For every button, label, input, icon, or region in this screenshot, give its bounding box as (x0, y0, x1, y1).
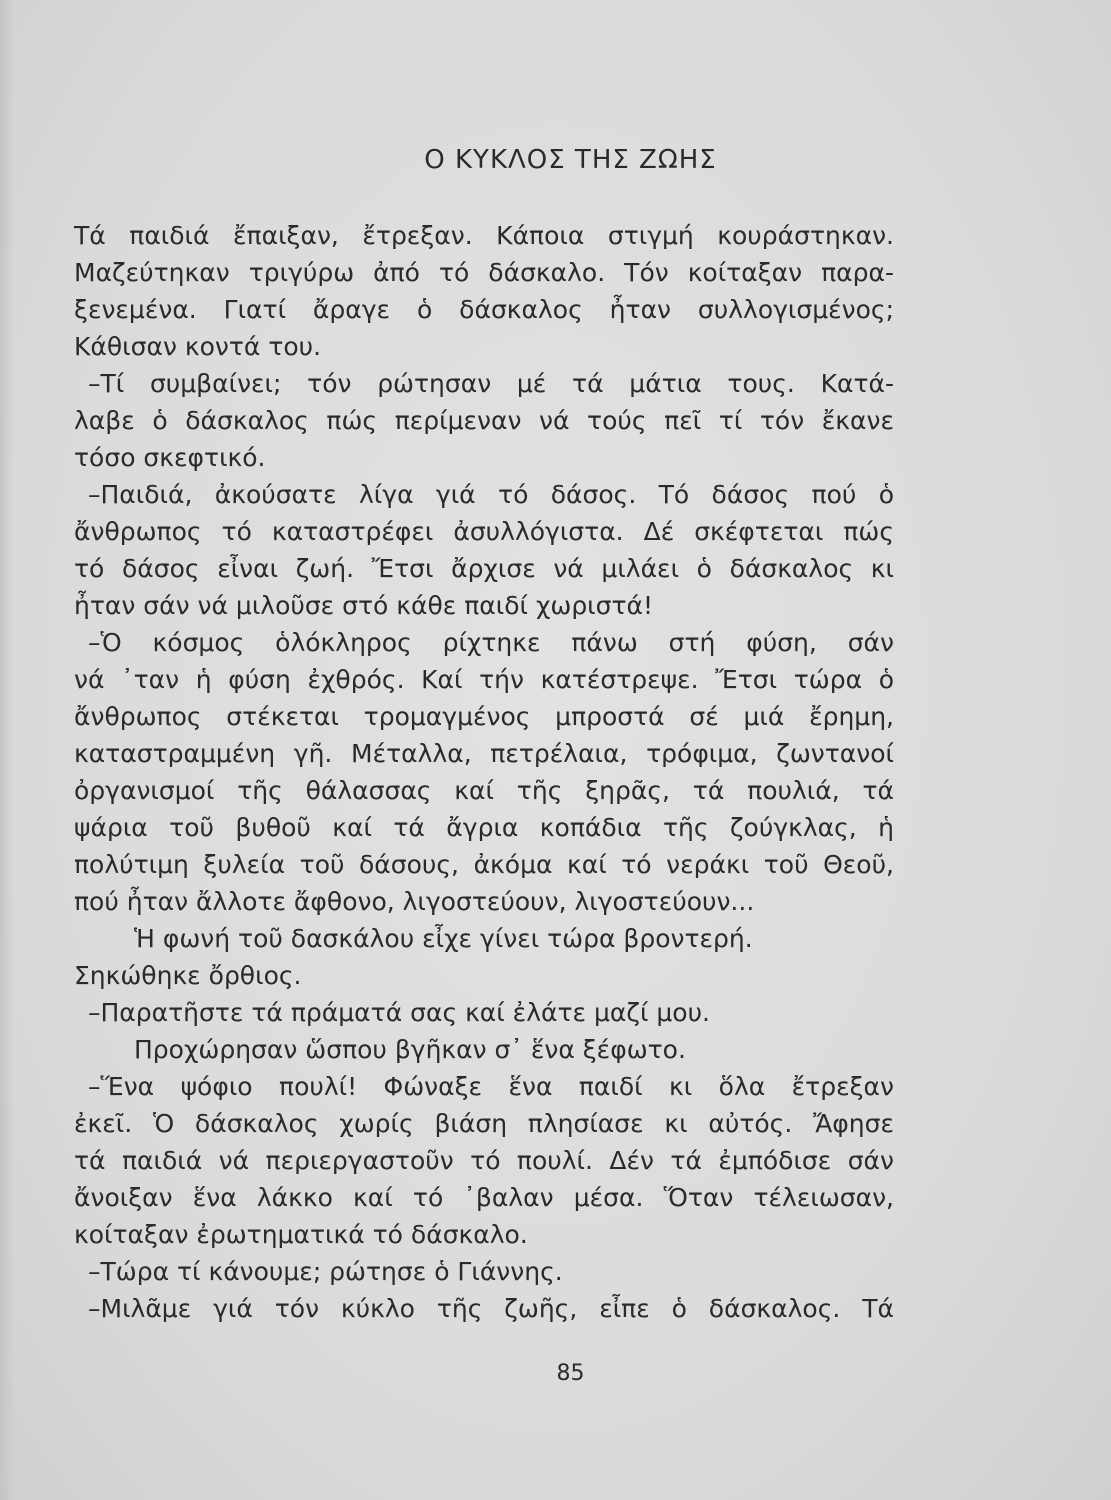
text-line: λαβε ὁ δάσκαλος πώς περίμεναν νά τούς πεῖ τί τόν ἔκανε (74, 406, 894, 435)
text-line: πού ἦταν ἄλλοτε ἄφθονο, λιγοστεύουν, λιγοστεύουν... (74, 887, 755, 916)
text-line: ἄνθρωπος τό καταστρέφει ἀσυλλόγιστα. Δέ σκέφτεται πώς (74, 517, 894, 546)
text-line: –Ὁ κόσμος ὁλόκληρος ρίχτηκε πάνω στή φύση, σάν (88, 628, 894, 657)
text-line: ὀργανισμοί τῆς θάλασσας καί τῆς ξηρᾶς, τά πουλιά, τά (74, 776, 894, 805)
text-line: πολύτιμη ξυλεία τοῦ δάσους, ἀκόμα καί τό νεράκι τοῦ Θεοῦ, (74, 850, 894, 879)
text-line: Προχώρησαν ὥσπου βγῆκαν σ᾽ ἕνα ξέφωτο. (134, 1035, 686, 1064)
text-line: ἦταν σάν νά μιλοῦσε στό κάθε παιδί χωριστά! (74, 591, 654, 620)
text-line: –Παρατῆστε τά πράματά σας καί ἐλάτε μαζί μου. (88, 998, 710, 1027)
text-line: –Ἕνα ψόφιο πουλί! Φώναξε ἕνα παιδί κι ὅλα ἔτρεξαν (88, 1072, 894, 1101)
text-line: καταστραμμένη γῆ. Μέταλλα, πετρέλαια, τρόφιμα, ζωντανοί (74, 739, 894, 768)
text-line: Ἡ φωνή τοῦ δασκάλου εἶχε γίνει τώρα βροντερή. (134, 924, 753, 953)
text-line: ψάρια τοῦ βυθοῦ καί τά ἄγρια κοπάδια τῆς ζούγκλας, ἡ (74, 813, 894, 842)
text-line: τό δάσος εἶναι ζωή. Ἔτσι ἄρχισε νά μιλάει ὁ δάσκαλος κι (74, 554, 894, 583)
text-line: Μαζεύτηκαν τριγύρω ἀπό τό δάσκαλο. Τόν κοίταξαν παρα- (74, 258, 894, 287)
text-line: Κάθισαν κοντά του. (74, 332, 322, 361)
text-line: ξενεμένα. Γιατί ἄραγε ὁ δάσκαλος ἦταν συλλογισμένος; (74, 295, 894, 324)
text-line: Τά παιδιά ἔπαιξαν, ἔτρεξαν. Κάποια στιγμή κουράστηκαν. (74, 221, 894, 250)
text-line: τόσο σκεφτικό. (74, 443, 266, 472)
page-number: 85 (556, 1361, 585, 1386)
text-line: –Παιδιά, ἀκούσατε λίγα γιά τό δάσος. Τό δάσος πού ὁ (88, 480, 894, 509)
text-line: νά ᾽ταν ἡ φύση ἐχθρός. Καί τήν κατέστρεψε. Ἔτσι τώρα ὁ (74, 665, 894, 694)
text-line: ἄνοιξαν ἕνα λάκκο καί τό ᾽βαλαν μέσα. Ὅταν τέλειωσαν, (74, 1183, 894, 1212)
text-line: –Μιλᾶμε γιά τόν κύκλο τῆς ζωῆς, εἶπε ὁ δάσκαλος. Τά (88, 1294, 894, 1323)
text-line: –Τώρα τί κάνουμε; ρώτησε ὁ Γιάννης. (88, 1257, 563, 1286)
body-text (74, 217, 894, 1327)
text-line: ἐκεῖ. Ὁ δάσκαλος χωρίς βιάση πλησίασε κι αὐτός. Ἄφησε (74, 1109, 894, 1138)
text-line: τά παιδιά νά περιεργαστοῦν τό πουλί. Δέν τά ἐμπόδισε σάν (74, 1146, 894, 1175)
text-line: –Τί συμβαίνει; τόν ρώτησαν μέ τά μάτια τους. Κατά- (88, 369, 894, 398)
text-line: ἄνθρωπος στέκεται τρομαγμένος μπροστά σέ μιά ἔρημη, (74, 702, 894, 731)
text-line: Σηκώθηκε ὄρθιος. (74, 961, 302, 990)
chapter-title: Ο ΚΥΚΛΟΣ ΤΗΣ ΖΩΗΣ (424, 145, 717, 175)
text-line: κοίταξαν ἐρωτηματικά τό δάσκαλο. (74, 1220, 528, 1249)
